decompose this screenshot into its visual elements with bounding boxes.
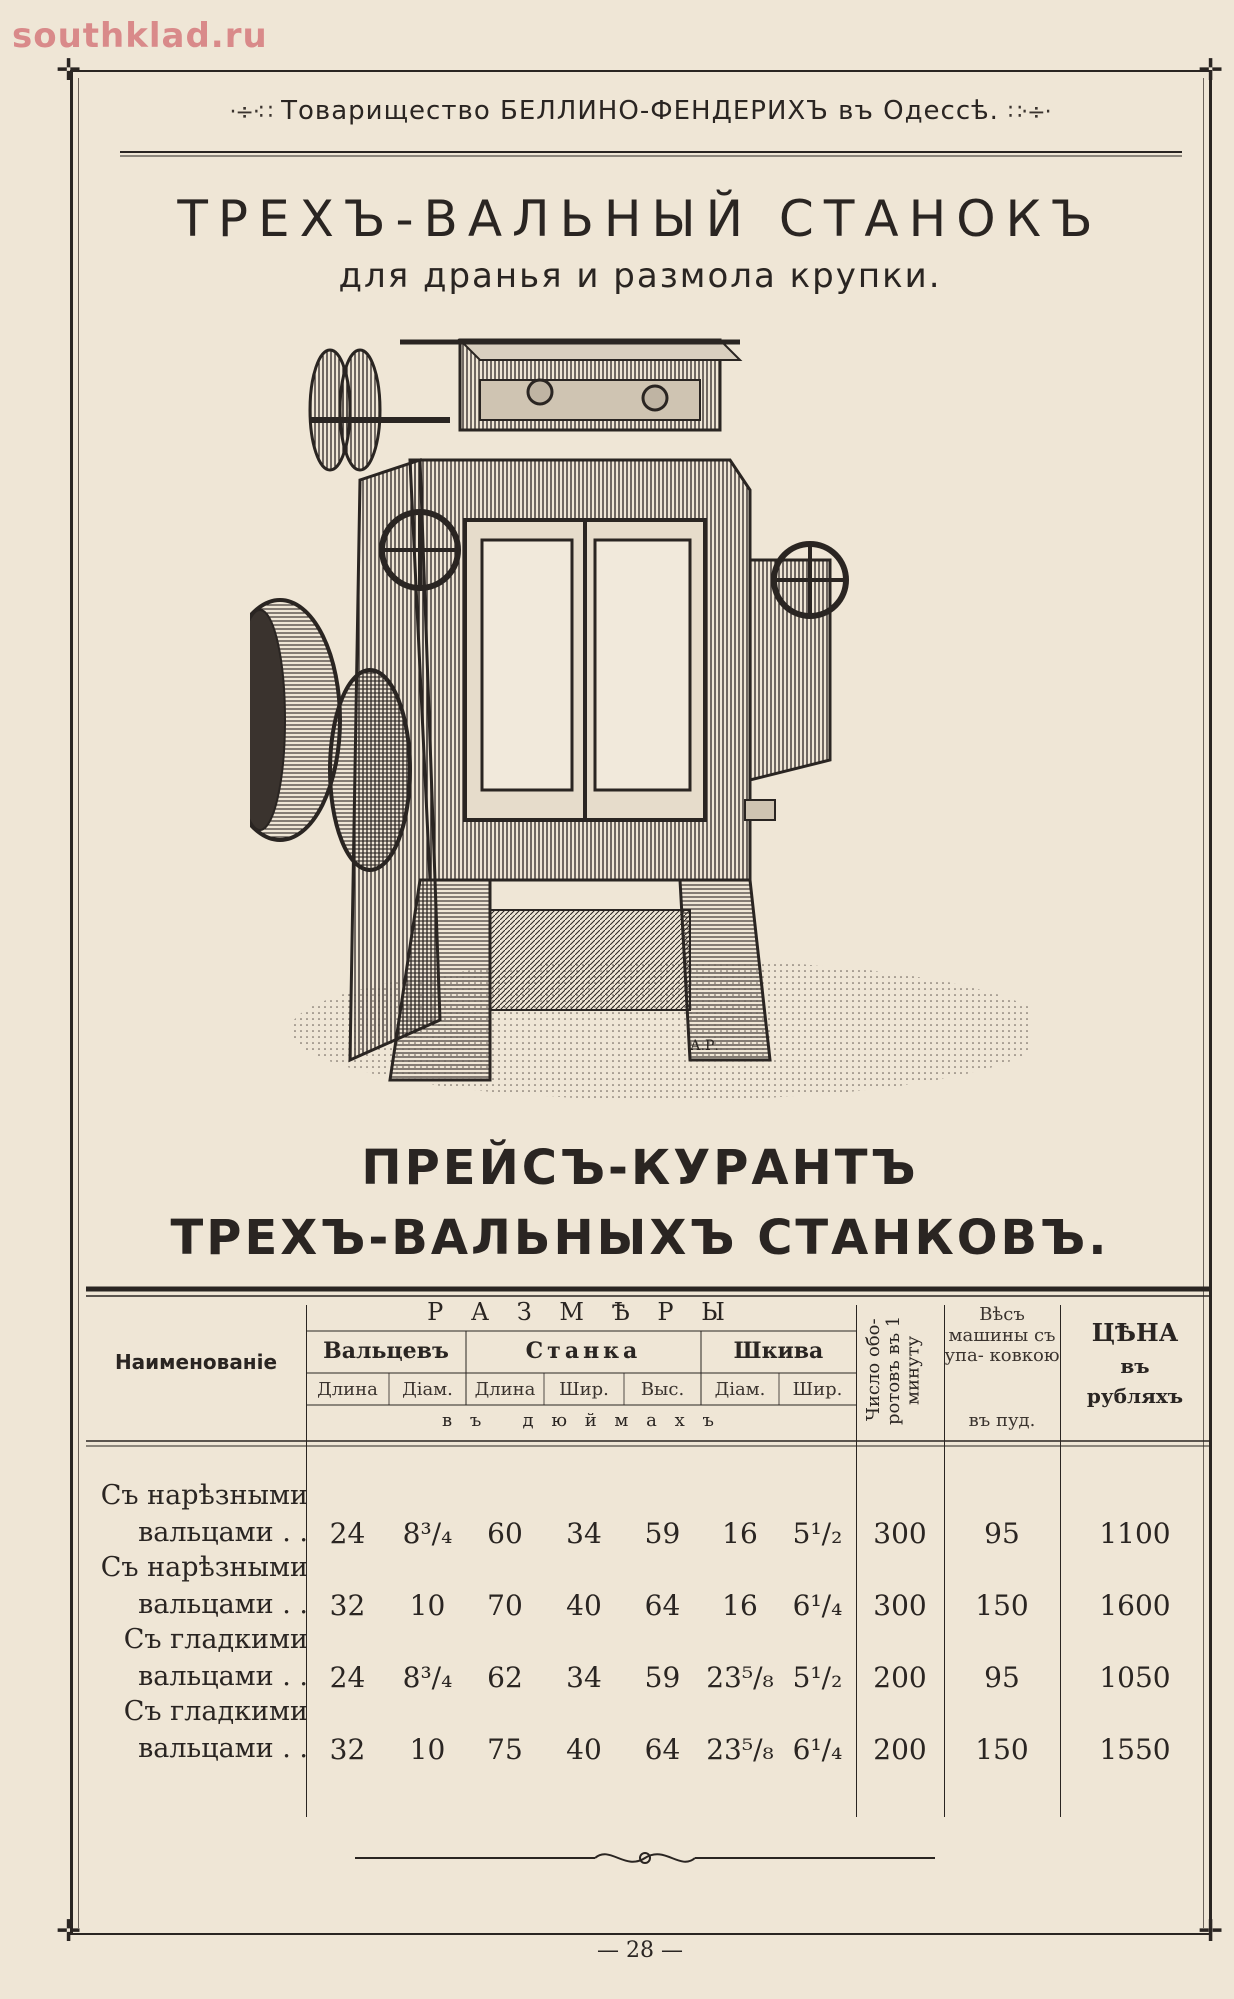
table-cell: 32 bbox=[329, 1733, 366, 1766]
table-cell: 200 bbox=[873, 1733, 927, 1766]
page-number: — 28 — bbox=[597, 1938, 683, 1963]
corner-ornament-icon: ✛ bbox=[1198, 53, 1224, 88]
header-name: Наименованіе bbox=[114, 1350, 278, 1374]
table-cell: 150 bbox=[975, 1733, 1029, 1766]
header-pulley-width: Шир. bbox=[792, 1379, 843, 1400]
table-cell: 59 bbox=[644, 1517, 681, 1550]
corner-ornament-icon: ✛ bbox=[1198, 1914, 1224, 1949]
corner-ornament-icon: ✛ bbox=[56, 53, 82, 88]
table-cell: 150 bbox=[975, 1589, 1029, 1622]
header-pulley-diam: Діам. bbox=[714, 1379, 766, 1400]
header-rule bbox=[120, 150, 1182, 158]
corner-ornament-icon: ✛ bbox=[56, 1914, 82, 1949]
table-cell: 40 bbox=[566, 1733, 602, 1766]
row-name: Съ гладкими вальцами . . bbox=[123, 1624, 308, 1692]
header-inches: в ъ д ю й м а х ъ bbox=[442, 1410, 720, 1431]
table-cell: 8³/₄ bbox=[402, 1661, 453, 1694]
header-height: Выс. bbox=[640, 1379, 685, 1400]
table-cell: 34 bbox=[566, 1517, 602, 1550]
row-name: Съ нарѣзными вальцами . . bbox=[100, 1552, 308, 1620]
header-sizes: Р А З М Ѣ Р Ы bbox=[427, 1298, 735, 1326]
table-cell: 24 bbox=[329, 1661, 366, 1694]
table-cell: 1550 bbox=[1099, 1733, 1171, 1766]
page-subtitle: для дранья и размола крупки. bbox=[338, 256, 942, 296]
table-cell: 1100 bbox=[1099, 1517, 1171, 1550]
table-cell: 200 bbox=[873, 1661, 927, 1694]
header-ornament-icon: ·÷·∷ bbox=[229, 100, 272, 125]
table-cell: 95 bbox=[984, 1517, 1020, 1550]
footer-ornament-icon bbox=[355, 1843, 935, 1873]
header-price: ЦѢНА bbox=[1091, 1318, 1179, 1347]
table-cell: 75 bbox=[487, 1733, 523, 1766]
table-cell: 64 bbox=[644, 1589, 681, 1622]
table-cell: 300 bbox=[873, 1517, 927, 1550]
table-cell: 10 bbox=[409, 1589, 446, 1622]
row-name: Съ нарѣзными вальцами . . bbox=[100, 1480, 308, 1548]
table-cell: 16 bbox=[722, 1589, 758, 1622]
engraver-signature: А.Р. bbox=[690, 1038, 719, 1054]
table-cell: 6¹/₄ bbox=[792, 1589, 843, 1622]
table-cell: 59 bbox=[644, 1661, 681, 1694]
table-cell: 62 bbox=[487, 1661, 523, 1694]
table-cell: 34 bbox=[566, 1661, 602, 1694]
roller-mill-engraving-icon bbox=[250, 320, 1030, 1120]
header-frame: Станка bbox=[525, 1338, 642, 1364]
table-cell: 32 bbox=[329, 1589, 366, 1622]
price-table bbox=[86, 1285, 1210, 1815]
table-cell: 95 bbox=[984, 1661, 1020, 1694]
price-list-title: ПРЕЙСЪ-КУРАНТЪ bbox=[361, 1140, 919, 1196]
table-cell: 70 bbox=[487, 1589, 523, 1622]
header-text: Товарищество БЕЛЛИНО-ФЕНДЕРИХЪ въ Одессѣ. bbox=[281, 96, 999, 126]
price-list-subtitle: ТРЕХЪ-ВАЛЬНЫХЪ СТАНКОВЪ. bbox=[170, 1210, 1110, 1266]
table-cell: 6¹/₄ bbox=[792, 1733, 843, 1766]
table-cell: 40 bbox=[566, 1589, 602, 1622]
header-pulley: Шкива bbox=[733, 1338, 824, 1364]
table-cell: 24 bbox=[329, 1517, 366, 1550]
header-weight-unit: въ пуд. bbox=[968, 1410, 1036, 1431]
page-title: ТРЕХЪ-ВАЛЬНЫЙ СТАНОКЪ bbox=[177, 190, 1103, 248]
table-cell: 5¹/₂ bbox=[792, 1517, 843, 1550]
table-cell: 1050 bbox=[1099, 1661, 1171, 1694]
header bbox=[90, 96, 1190, 126]
header-price-in: въ bbox=[1120, 1354, 1150, 1378]
table-cell: 16 bbox=[722, 1517, 758, 1550]
table-cell: 8³/₄ bbox=[402, 1517, 453, 1550]
header-diam: Діам. bbox=[402, 1379, 453, 1400]
header-weight: Вѣсъ машины съ упа- ковкою bbox=[944, 1304, 1060, 1367]
header-length: Длина bbox=[317, 1379, 378, 1400]
header-price-unit: рубляхъ bbox=[1086, 1384, 1184, 1408]
header-width: Шир. bbox=[559, 1379, 609, 1400]
table-cell: 23⁵/₈ bbox=[706, 1661, 774, 1694]
table-cell: 5¹/₂ bbox=[792, 1661, 843, 1694]
table-cell: 10 bbox=[409, 1733, 446, 1766]
table-cell: 1600 bbox=[1099, 1589, 1171, 1622]
header-rpm: Число обо- ротовъ въ 1 минуту bbox=[863, 1315, 924, 1425]
table-cell: 60 bbox=[487, 1517, 523, 1550]
table-cell: 23⁵/₈ bbox=[706, 1733, 774, 1766]
header-ornament-icon: ∷·÷· bbox=[1008, 100, 1051, 125]
row-name: Съ гладкими вальцами . . bbox=[123, 1696, 308, 1764]
table-cell: 300 bbox=[873, 1589, 927, 1622]
header-rolls: Вальцевъ bbox=[323, 1338, 449, 1364]
watermark: southklad.ru bbox=[12, 16, 268, 56]
header-frame-length: Длина bbox=[474, 1379, 536, 1400]
table-cell: 64 bbox=[644, 1733, 681, 1766]
